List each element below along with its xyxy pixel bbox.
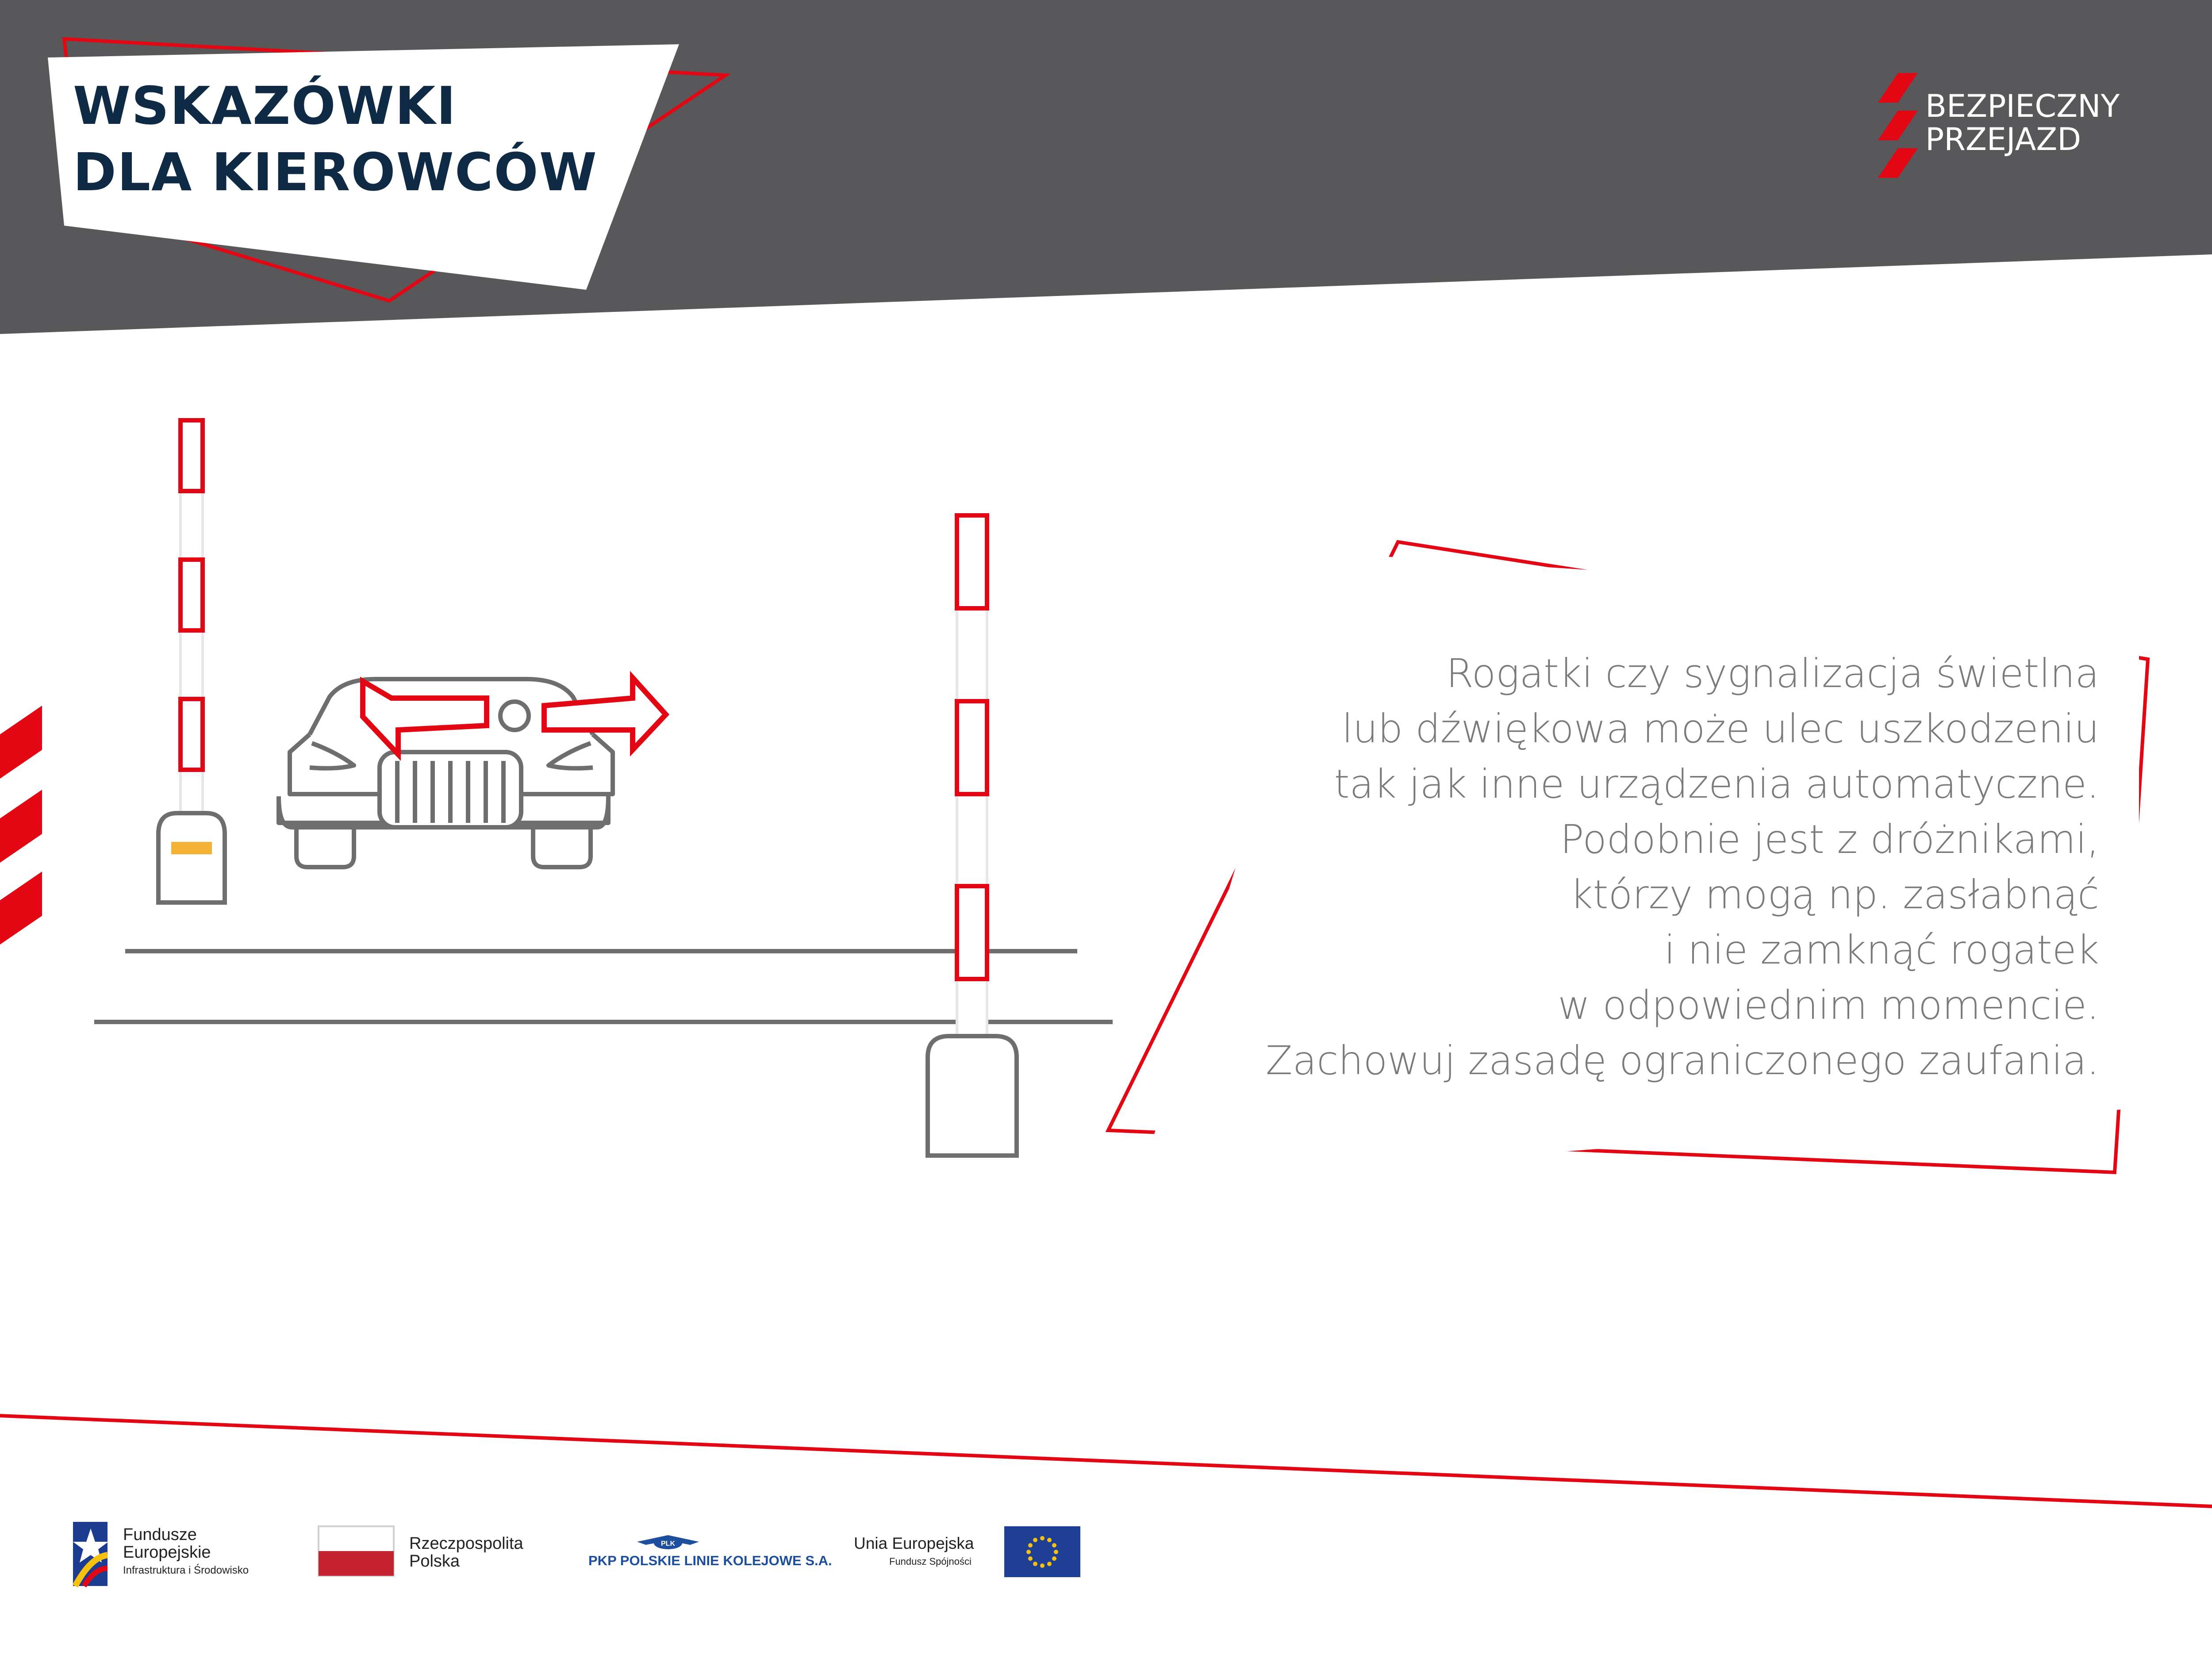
- fe-logo-line1: Fundusze: [123, 1525, 197, 1544]
- page-title-line2: DLA KIEROWCÓW: [73, 142, 598, 203]
- fundusze-europejskie-logo-icon: [73, 1522, 108, 1586]
- rp-logo-line1: Rzeczpospolita: [409, 1534, 523, 1553]
- fe-logo-line2: Europejskie: [123, 1543, 211, 1562]
- page-title-line1: WSKAZÓWKI: [73, 75, 457, 136]
- plk-logo-icon: [637, 1535, 699, 1549]
- brand-name-line1: BEZPIECZNY: [1925, 88, 2120, 124]
- message-line: i nie zamknąć rogatek: [1664, 927, 2099, 973]
- plk-logo-name: PKP POLSKIE LINIE KOLEJOWE S.A.: [588, 1553, 832, 1568]
- message-line: lub dźwiękowa może ulec uszkodzeniu: [1342, 706, 2099, 752]
- rp-logo-line2: Polska: [409, 1552, 460, 1571]
- fe-logo-line3: Infrastruktura i Środowisko: [123, 1564, 249, 1576]
- plk-badge-text: PLK: [661, 1540, 675, 1548]
- message-line: którzy mogą np. zasłabnąć: [1570, 872, 2099, 918]
- eu-flag-icon: [1004, 1526, 1080, 1577]
- message-line: Podobnie jest z dróżnikami,: [1560, 816, 2099, 862]
- brand-name-line2: PRZEJAZD: [1925, 121, 2081, 157]
- eu-logo-line2: Fundusz Spójności: [889, 1556, 972, 1567]
- message-line: Zachowuj zasadę ograniczonego zaufania.: [1265, 1037, 2099, 1083]
- eu-logo-line1: Unia Europejska: [854, 1534, 974, 1552]
- message-line: w odpowiednim momencie.: [1558, 982, 2099, 1028]
- message-line: Rogatki czy sygnalizacja świetlna: [1446, 650, 2099, 696]
- polish-flag-icon: [319, 1526, 394, 1576]
- message-line: tak jak inne urządzenia automatyczne.: [1334, 761, 2099, 807]
